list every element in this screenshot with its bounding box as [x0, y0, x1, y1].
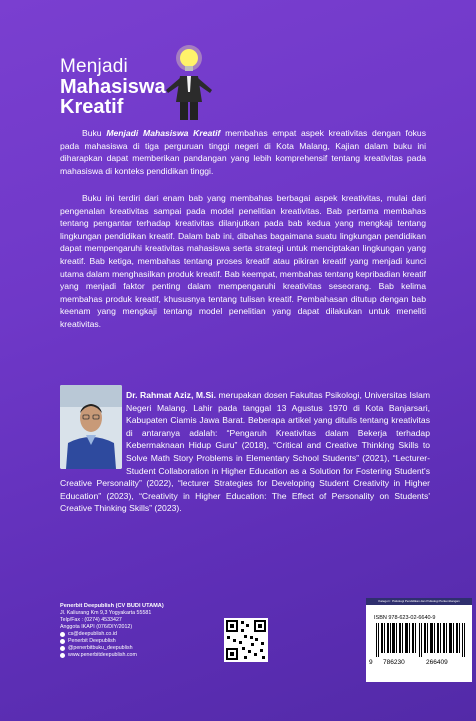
- author-bio: Dr. Rahmat Aziz, M.Si. merupakan dosen Fakultas Psikologi, Universitas Islam Negeri Malang. Lahir pada tanggal 13 Agustus 1970 di Kota Banjarsari, Kabupaten Ciamis Jawa Barat. Beberapa artikel yang ditulis tentang kreativitas di antaranya adalah: “Pengaruh Kreativitas dalam Bekerja terhadap Kebermaknaan Hidup Guru” (2018), “Critical and Creative Thinking Skills to Solve Math Story Problems in Elementary School Students” (2021), “Lecturer-Student Collaboration in Higher Education as a Solution for Fostering Student's Creative Personality” (2022), “lecturer Strategies for Developing Student Creativity in Higher Education” (2023), “Creativity in Higher Education: The Effect of Personality on Students' Creative Thinking Skills” (2023).: [60, 390, 430, 514]
- publisher-info: [60, 603, 164, 659]
- isbn-label: ISBN 978-623-02-6640-9: [374, 615, 436, 621]
- publisher-instagram: @penerbitbuku_deepublish: [68, 645, 133, 651]
- author-name: Dr. Rahmat Aziz, M.Si.: [126, 390, 216, 400]
- publisher-phone: Telp/Fax : (0274) 4533427: [60, 617, 122, 623]
- qr-code: [224, 618, 268, 662]
- book-title-inline: Menjadi Mahasiswa Kreatif: [106, 128, 221, 138]
- publisher-email: cs@deepublish.co.id: [68, 631, 117, 637]
- publisher-address: Jl. Kaliurang Km 9,3 Yogyakarta 55581: [60, 610, 152, 616]
- email-icon: [60, 632, 65, 637]
- title-line-3: Kreatif: [60, 96, 124, 118]
- isbn-barcode-box: [366, 598, 472, 682]
- facebook-icon: [60, 639, 65, 644]
- barcode-first-digit: 9: [369, 659, 373, 666]
- lightbulb-head-illustration: [158, 44, 220, 124]
- publisher-name: Penerbit Deepublish (CV BUDI UTAMA): [60, 603, 164, 609]
- publisher-web: www.penerbitdeepublish.com: [68, 652, 137, 658]
- description-paragraph-1: Buku Menjadi Mahasiswa Kreatif membahas empat aspek kreativitas dengan fokus pada mahasiswa di tiga perguruan tinggi negeri di Kota Malang, Kajian dalam buku ini diharapkan dapat memberikan pandangan yang lebih komprehensif tentang kreativitas pada mahasiswa di konteks pendidikan tinggi.: [60, 128, 426, 176]
- category-strip: Kategori : Psikologi Pendidikan dan Psikologi Perkembangan: [366, 598, 472, 605]
- barcode: [376, 623, 466, 657]
- description-paragraph-2: Buku ini terdiri dari enam bab yang membahas berbagai aspek kreativitas, mulai dari pengenalan kreativitas sampai pada model penelitian kreativitas. Bab pertama membahas tentang pengantar terhadap kreativitas dilanjutkan pada bab kedua yang mengkaji tentang lingkungan pendidikan kreatif. Dalam bab ini, dibahas bagaimana suatu lingkungan pendidikan dapat mempengaruhi kreativitas mahasiswa serta strategi untuk menciptakan lingkungan yang kreatif. Bab ketiga, membahas tentang proses kreatif atau pikiran kreatif yang menjadi kunci utama dalam menghasilkan produk kreatif. Bab keempat, membahas tentang kepribadian kreatif yang menjadi faktor penting dalam mempengaruhi kreativitas seseorang. Bab kelima membahas produk kreatif, khususnya tentang tulisan kreatif. Pembahasan ditutup dengan bab keenam yang mengkaji tentang model penelitian yang dapat dilakukan untuk meneliti kreativitas.: [60, 193, 426, 329]
- publisher-facebook: Penerbit Deepublish: [68, 638, 116, 644]
- title-line-2: Mahasiswa: [60, 76, 166, 98]
- web-icon: [60, 653, 65, 658]
- barcode-group-1: 786230: [383, 659, 405, 666]
- publisher-ikapi: Anggota IKAPI (076/DIY/2012): [60, 624, 133, 630]
- barcode-group-2: 266409: [426, 659, 448, 666]
- instagram-icon: [60, 646, 65, 651]
- title-line-1: Menjadi: [60, 56, 128, 77]
